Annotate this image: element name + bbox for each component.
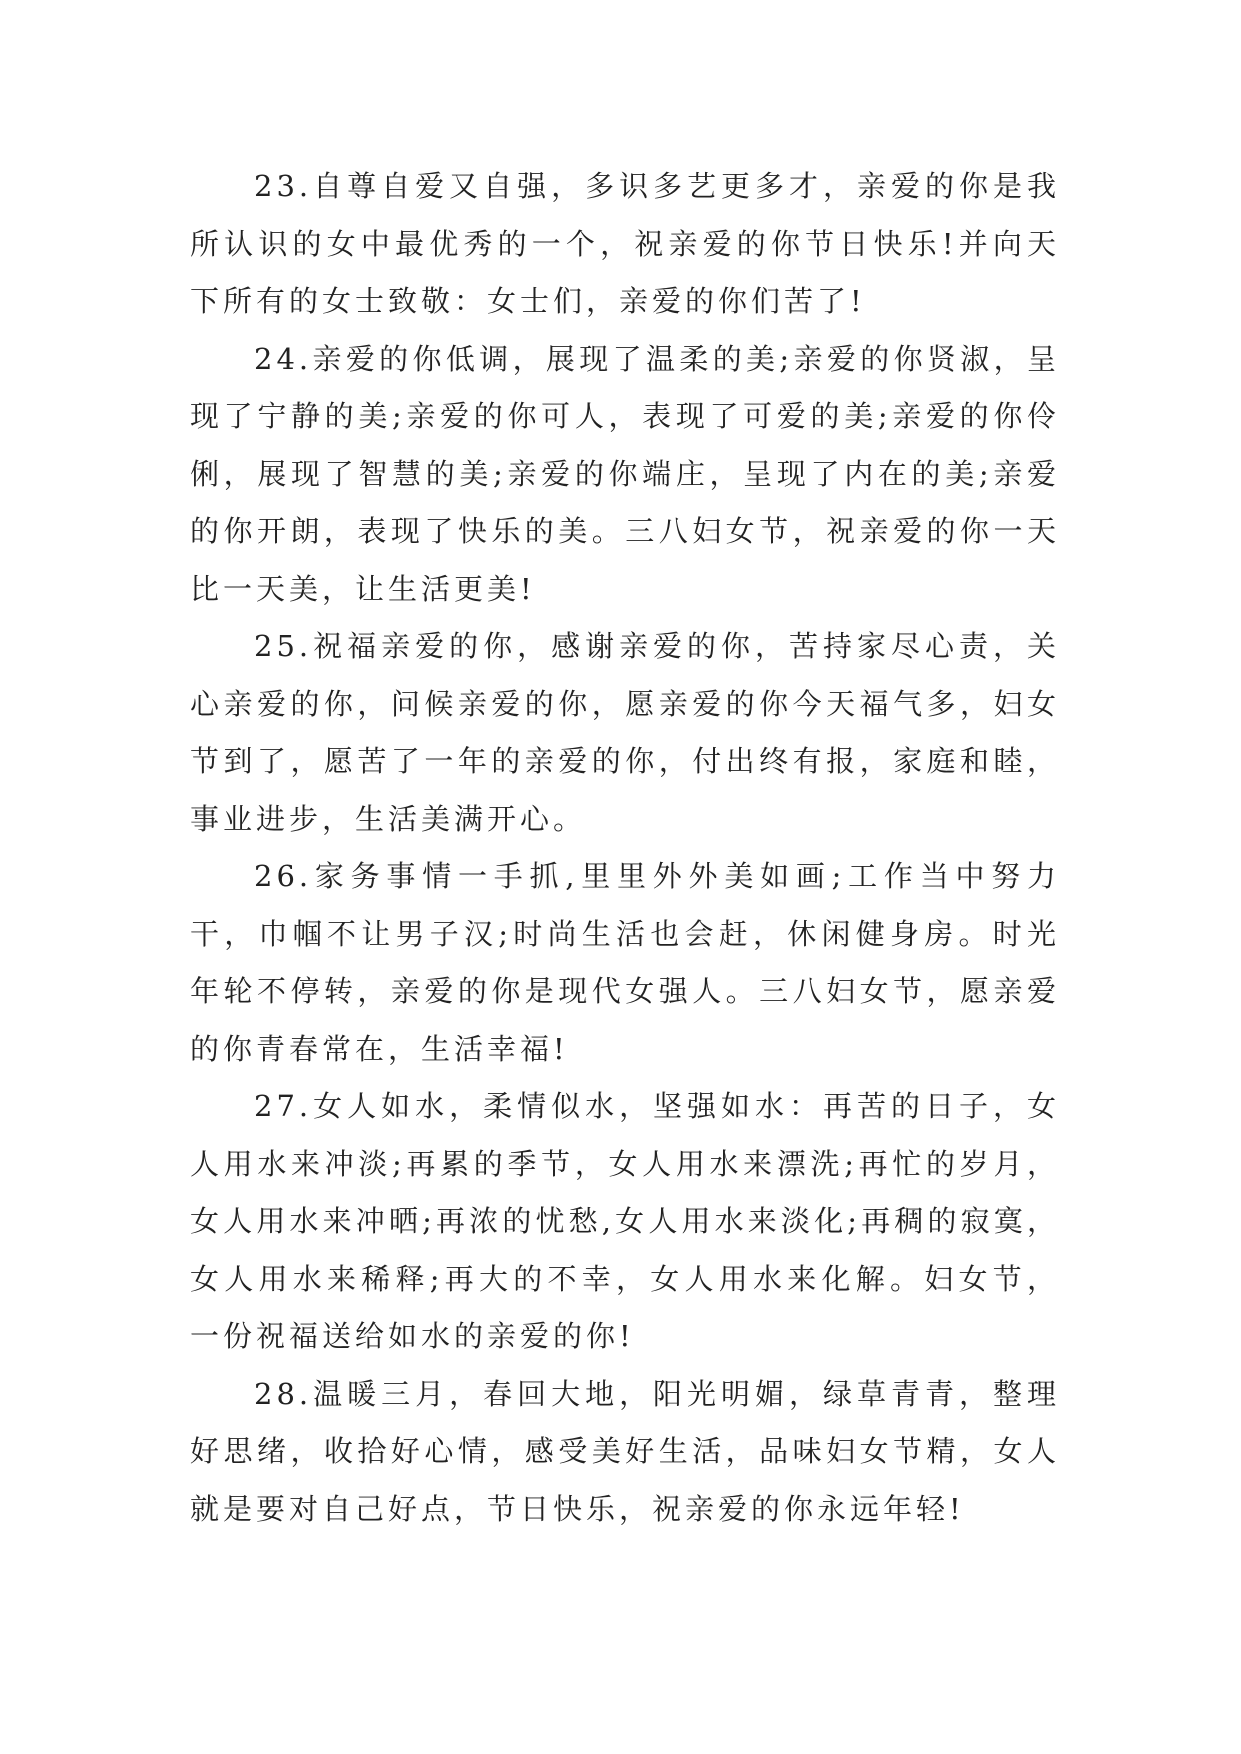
paragraph-23: 23.自尊自爱又自强，多识多艺更多才，亲爱的你是我所认识的女中最优秀的一个，祝亲爱的你节日快乐!并向天下所有的女士致敬：女士们，亲爱的你们苦了!: [190, 169, 1060, 318]
paragraph-25: 25.祝福亲爱的你，感谢亲爱的你，苦持家尽心责，关心亲爱的你，问候亲爱的你，愿亲爱的你今天福气多，妇女节到了，愿苦了一年的亲爱的你，付出终有报，家庭和睦，事业进步，生活美满开心。: [190, 629, 1060, 836]
paragraph-28: 28.温暖三月，春回大地，阳光明媚，绿草青青，整理好思绪，收拾好心情，感受美好生活，品味妇女节精，女人就是要对自己好点，节日快乐，祝亲爱的你永远年轻!: [190, 1376, 1060, 1526]
paragraph-26: 26.家务事情一手抓,里里外外美如画;工作当中努力干，巾帼不让男子汉;时尚生活也会赶，休闲健身房。时光年轮不停转，亲爱的你是现代女强人。三八妇女节，愿亲爱的你青春常在，生活幸福!: [190, 859, 1060, 1066]
paragraph-27: 27.女人如水，柔情似水，坚强如水：再苦的日子，女人用水来冲淡;再累的季节，女人用水来漂洗;再忙的岁月，女人用水来冲晒;再浓的忧愁,女人用水来淡化;再稠的寂寞，女人用水来稀释;再大的不幸，女人用水来化解。妇女节，一份祝福送给如水的亲爱的你!: [190, 1089, 1060, 1353]
document-body: [190, 158, 1060, 1538]
paragraph-24: 24.亲爱的你低调，展现了温柔的美;亲爱的你贤淑，呈现了宁静的美;亲爱的你可人，表现了可爱的美;亲爱的你伶俐，展现了智慧的美;亲爱的你端庄，呈现了内在的美;亲爱的你开朗，表现了快乐的美。三八妇女节，祝亲爱的你一天比一天美，让生活更美!: [190, 341, 1060, 606]
